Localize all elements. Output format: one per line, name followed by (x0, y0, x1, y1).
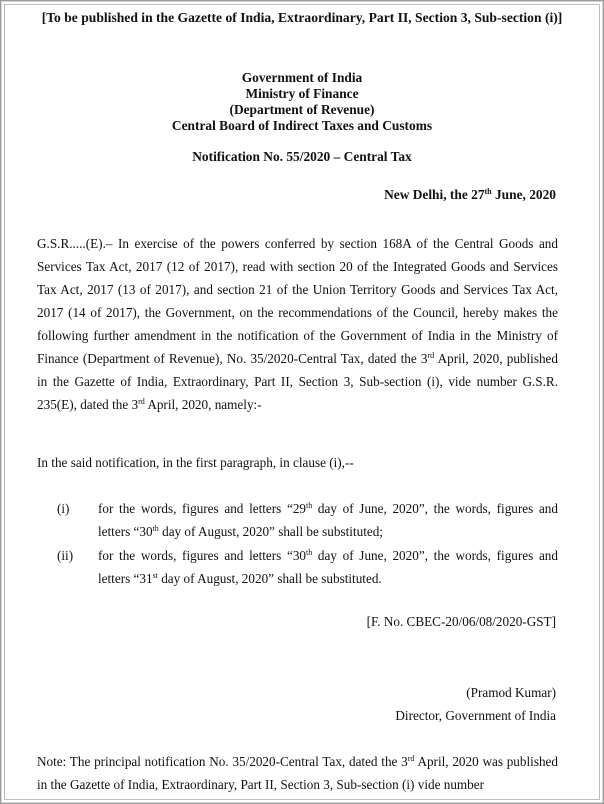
main-paragraph-ordinal-1: rd (427, 351, 435, 360)
main-paragraph-text-3: April, 2020, namely:- (144, 397, 262, 412)
dateline-prefix: New Delhi, the 27 (384, 187, 485, 202)
item-text-3: day of August, 2020” shall be substituted. (157, 571, 382, 586)
amendment-item (37, 497, 558, 543)
issuing-authority-header (1, 70, 603, 134)
item-text-1: for the words, figures and letters “29 (98, 501, 307, 516)
gazette-publication-line: [To be published in the Gazette of India, Extraordinary, Part II, Section 3, Sub-section (i)] (41, 10, 563, 25)
note-paragraph (37, 750, 558, 796)
item-ordinal-2: th (152, 524, 159, 533)
note-text-2: April, 2020 was published in the Gazette of India, Extraordinary, Part II, Section 3, Sub-section (i) vide number (37, 754, 558, 792)
notification-title: Notification No. 55/2020 – Central Tax (192, 149, 412, 164)
dateline (384, 187, 556, 203)
amendment-item (37, 544, 558, 590)
header-government: Government of India (241, 70, 363, 85)
amendment-item-text (98, 544, 558, 590)
signatory-name: (Pramod Kumar) (466, 685, 556, 700)
item-text-1: for the words, figures and letters “30 (98, 548, 307, 563)
item-ordinal-1: th (306, 548, 313, 557)
header-department: (Department of Revenue) (229, 102, 375, 117)
note-ordinal: rd (407, 754, 415, 763)
file-number: [F. No. CBEC-20/06/08/2020-GST] (366, 614, 556, 629)
note-text-1: Note: The principal notification No. 35/2020-Central Tax, dated the 3 (37, 754, 408, 769)
signatory-designation: Director, Government of India (395, 708, 556, 723)
dateline-suffix: June, 2020 (491, 187, 556, 202)
item-text-2: day of June, 2020”, the words, figures and letters “31 (98, 548, 558, 586)
header-board: Central Board of Indirect Taxes and Customs (171, 118, 433, 133)
main-paragraph (37, 232, 558, 416)
main-paragraph-ordinal-2: rd (138, 397, 145, 406)
main-paragraph-text-1: G.S.R.....(E).– In exercise of the powers conferred by section 168A of the Central Goods and Services Tax Act, 2017 (12 of 2017), read with section 20 of the Integrated Goods and Services Tax Act, 2017 (13 of 2017), and section 21 of the Union Territory Goods and Services Tax Act, 2017 (14 of 2017), the Government, on the recommendations of the Council, hereby makes the following further amendment in the notification of the Government of India in the Ministry of Finance (Department of Revenue), No. 35/2020-Central Tax, dated the 3 (37, 236, 558, 366)
signature-block (395, 681, 556, 727)
item-text-3: day of August, 2020” shall be substituted; (158, 524, 383, 539)
item-ordinal-1: th (306, 501, 313, 510)
item-ordinal-2: st (152, 571, 158, 580)
amendment-item-number: (ii) (57, 548, 74, 563)
item-text-2: day of June, 2020”, the words, figures and letters “30 (98, 501, 558, 539)
dateline-ordinal: th (484, 187, 492, 196)
main-paragraph-text-2: April, 2020, published in the Gazette of India, Extraordinary, Part II, Section 3, Sub-section (i), vide number G.S.R. 235(E), dated the 3 (37, 351, 559, 412)
header-ministry: Ministry of Finance (245, 86, 359, 101)
amendment-item-number: (i) (57, 501, 70, 516)
amendment-intro: In the said notification, in the first paragraph, in clause (i),-- (37, 455, 354, 470)
amendment-item-text (98, 497, 558, 543)
